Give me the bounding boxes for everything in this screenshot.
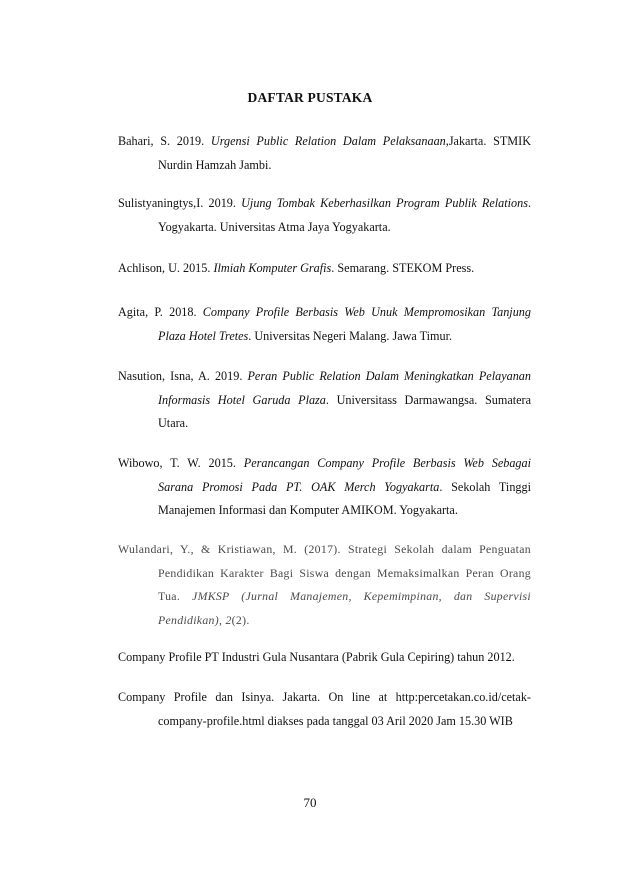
reference-line: Utara. <box>158 416 189 430</box>
reference-line: Bahari, S. 2019. Urgensi Public Relation Dalam Pelaksanaan,Jakarta. STMIK <box>118 134 531 148</box>
reference-line: Sulistyaningtys,I. 2019. Ujung Tombak Keberhasilkan Program Publik Relations. <box>118 196 531 210</box>
reference-line: Tua. JMKSP (Jurnal Manajemen, Kepemimpinan, dan Supervisi <box>158 589 532 603</box>
reference-line: Plaza Hotel Tretes. Universitas Negeri Malang. Jawa Timur. <box>158 328 453 343</box>
reference-entry <box>118 130 531 177</box>
reference-entry <box>118 192 531 239</box>
reference-line: Agita, P. 2018. Company Profile Berbasis Web Unuk Mempromosikan Tanjung <box>118 305 531 319</box>
reference-line: Wibowo, T. W. 2015. Perancangan Company Profile Berbasis Web Sebagai <box>118 456 531 470</box>
reference-line: Manajemen Informasi dan Komputer AMIKOM. Yogyakarta. <box>158 503 458 517</box>
reference-line: Informasis Hotel Garuda Plaza. Universitass Darmawangsa. Sumatera <box>158 392 531 407</box>
reference-line: Pendidikan), 2(2). <box>158 612 250 627</box>
reference-entry <box>118 257 531 281</box>
reference-entry <box>118 646 531 670</box>
page-title: DAFTAR PUSTAKA <box>247 90 373 105</box>
reference-line: Nurdin Hamzah Jambi. <box>158 157 272 172</box>
reference-line: Nasution, Isna, A. 2019. Peran Public Relation Dalam Meningkatkan Pelayanan <box>118 369 531 383</box>
page-number: 70 <box>303 795 317 810</box>
reference-line: Company Profile dan Isinya. Jakarta. On line at http:percetakan.co.id/cetak- <box>118 690 531 704</box>
reference-line: Wulandari, Y., & Kristiawan, M. (2017). Strategi Sekolah dalam Penguatan <box>118 542 531 556</box>
reference-entry <box>118 538 531 632</box>
reference-line: Company Profile PT Industri Gula Nusantara (Pabrik Gula Cepiring) tahun 2012. <box>118 650 515 664</box>
reference-entry <box>118 686 531 733</box>
reference-line: company-profile.html diakses pada tanggal 03 Aril 2020 Jam 15.30 WIB <box>158 713 513 728</box>
reference-line: Pendidikan Karakter Bagi Siswa dengan Memaksimalkan Peran Orang <box>158 565 531 580</box>
reference-line: Yogyakarta. Universitas Atma Jaya Yogyakarta. <box>158 219 391 234</box>
reference-line: Achlison, U. 2015. Ilmiah Komputer Grafis. Semarang. STEKOM Press. <box>118 261 475 275</box>
reference-entry <box>118 365 531 436</box>
reference-entry <box>118 452 531 523</box>
reference-line: Sarana Promosi Pada PT. OAK Merch Yogyakarta. Sekolah Tinggi <box>158 479 531 494</box>
reference-entry <box>118 301 531 348</box>
